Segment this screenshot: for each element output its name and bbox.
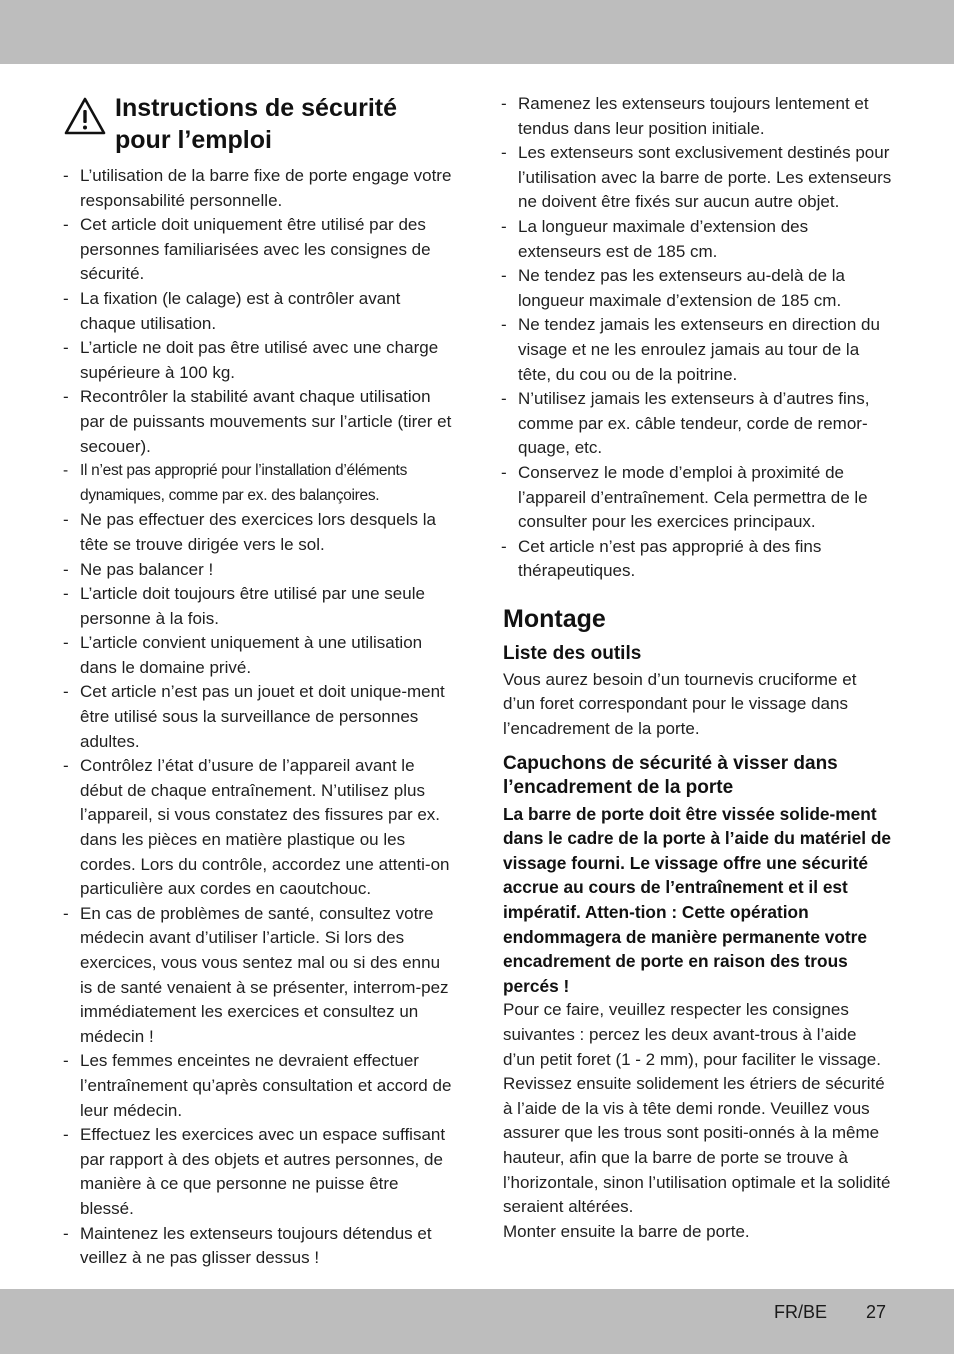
list-item: - Cet article n’est pas un jouet et doit unique-ment être utilisé sous la surveillance de personnes adultes.	[63, 680, 453, 754]
montage-title: Montage	[503, 604, 606, 633]
list-item: - Conservez le mode d’emploi à proximité de l’appareil d’entraînement. Cela permettra de le consulter pour les exercices principaux.	[501, 461, 893, 535]
list-item: - Contrôlez l’état d’usure de l’appareil avant le début de chaque entraînement. N’utilisez plus l’appareil, si vous constatez des fissures par ex. dans les pièces en matière plastique ou les cordes. Lors du contrôle, accordez une attenti-on particulière aux cordes en caoutchouc.	[63, 754, 453, 902]
footer-language: FR/BE	[774, 1302, 828, 1322]
list-item: - Recontrôler la stabilité avant chaque utilisation par de puissants mouvements sur l’article (tirer et secouer).	[63, 385, 453, 459]
list-item: - Cet article n’est pas approprié à des fins thérapeutiques.	[501, 535, 893, 584]
caps-heading: Capuchons de sécurité à visser dans l’encadrement de la porte	[503, 752, 838, 798]
list-item: - Ne tendez pas les extenseurs au-delà de la longueur maximale d’extension de 185 cm.	[501, 264, 893, 313]
list-item: - Cet article doit uniquement être utilisé par des personnes familiarisées avec les consignes de sécurité.	[63, 213, 453, 287]
list-item: - L’article ne doit pas être utilisé avec une charge supérieure à 100 kg.	[63, 336, 453, 385]
page-number: 27	[866, 1302, 887, 1322]
caps-instructions: Pour ce faire, veuillez respecter les consignes suivantes : percez les deux avant-trous à l’aide d’un petit foret (1 - 2 mm), pour faciliter le vissage. Revissez ensuite solidement les étriers de sécurité à l’aide de la vis à tête demi ronde. Veuillez vous assurer que les trous sont positi-onnés à la même hauteur, afin que la barre de porte se trouve à l’horizontale, sinon l’utilisation optimale et la solidité seraient altérées.	[503, 1000, 891, 1217]
list-item: - L’article convient uniquement à une utilisation dans le domaine privé.	[63, 631, 453, 680]
tools-heading: Liste des outils	[503, 642, 642, 664]
safety-list-left	[63, 164, 453, 1271]
caps-warning: La barre de porte doit être vissée solide-ment dans le cadre de la porte à l’aide du matériel de vissage fourni. Le vissage offre une sécurité accrue au cours de l’entraînement et il est impératif. Atten-tion : Cette opération endommagera de manière permanente votre encadrement de porte en raison des trous percés !	[503, 803, 892, 996]
list-item: - Effectuez les exercices avec un espace suffisant par rapport à des objets et autres personnes, de manière à ce que personne ne puisse être blessé.	[63, 1123, 453, 1221]
list-item: - Les femmes enceintes ne devraient effectuer l’entraînement qu’après consultation et accord de leur médecin.	[63, 1049, 453, 1123]
list-item: - Il n’est pas approprié pour l’installation d’éléments dynamiques, comme par ex. des balançoires.	[63, 459, 453, 508]
list-item: - Ne pas balancer !	[63, 558, 453, 583]
caps-final: Monter ensuite la barre de porte.	[503, 1221, 750, 1241]
list-item: - La longueur maximale d’extension des extenseurs est de 185 cm.	[501, 215, 893, 264]
list-item: - Ne tendez jamais les extenseurs en direction du visage et ne les enroulez jamais au tour de la tête, du cou ou de la poitrine.	[501, 313, 893, 387]
list-item: - N’utilisez jamais les extenseurs à d’autres fins, comme par ex. câble tendeur, corde de remor-quage, etc.	[501, 387, 893, 461]
safety-title-row	[63, 92, 453, 156]
header-band	[0, 0, 954, 64]
list-item: - La fixation (le calage) est à contrôler avant chaque utilisation.	[63, 287, 453, 336]
safety-title: Instructions de sécurité pour l’emploi	[115, 94, 398, 154]
warning-triangle-icon	[63, 96, 107, 136]
list-item: - L’article doit toujours être utilisé par une seule personne à la fois.	[63, 582, 453, 631]
list-item: - Ne pas effectuer des exercices lors desquels la tête se trouve dirigée vers le sol.	[63, 508, 453, 557]
tools-text: Vous aurez besoin d’un tournevis cruciforme et d’un foret correspondant pour le vissage dans l’encadrement de la porte.	[503, 669, 857, 739]
list-item: - Les extenseurs sont exclusivement destinés pour l’utilisation avec la barre de porte. Les extenseurs ne doivent être fixés sur aucun autre objet.	[501, 141, 893, 215]
left-column	[63, 92, 453, 1271]
list-item: - Ramenez les extenseurs toujours lentement et tendus dans leur position initiale.	[501, 92, 893, 141]
right-column	[501, 92, 893, 1244]
list-item: - L’utilisation de la barre fixe de porte engage votre responsabilité personnelle.	[63, 164, 453, 213]
list-item: - En cas de problèmes de santé, consultez votre médecin avant d’utiliser l’article. Si lors des exercices, vous vous sentez mal ou si des ennu is de santé venaient à se présenter, interrom-pez immédiatement les exercices et consultez un médecin !	[63, 902, 453, 1050]
list-item: - Maintenez les extenseurs toujours détendus et veillez à ne pas glisser dessus !	[63, 1222, 453, 1271]
safety-list-right	[501, 92, 893, 584]
